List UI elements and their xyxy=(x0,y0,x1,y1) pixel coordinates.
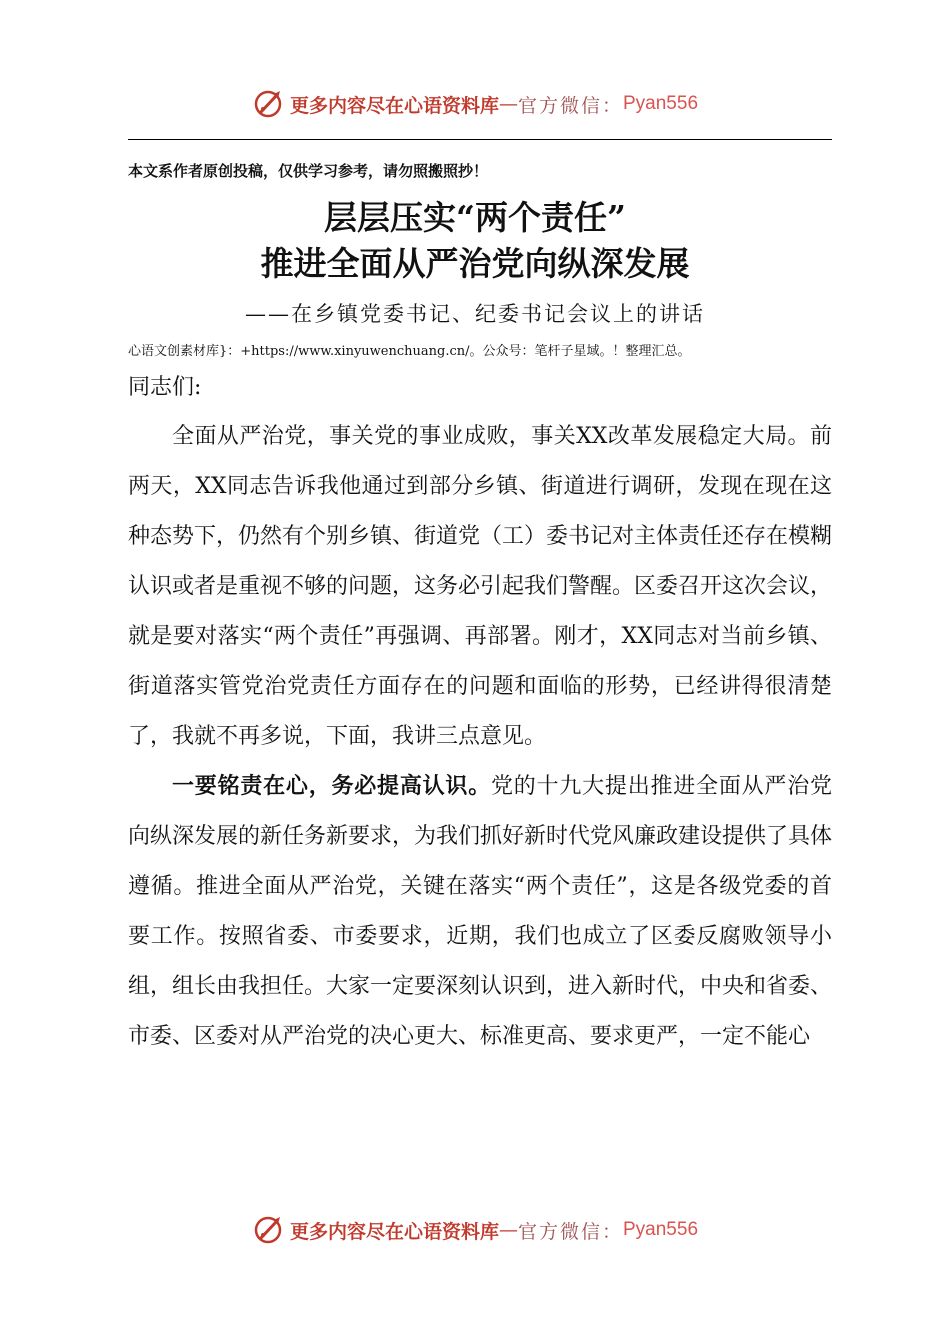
pen-logo-icon xyxy=(252,1213,286,1247)
footer-separator: — xyxy=(498,1219,518,1241)
paragraph-1: 全面从严治党，事关党的事业成败，事关XX改革发展稳定大局。前两天，XX同志告诉我他通过到部分乡镇、街道进行调研，发现在现在这种态势下，仍然有个别乡镇、街道党（工）委书记对主体责任还存在模糊认识或者是重视不够的问题，这务必引起我们警醒。区委召开这次会议，就是要对落实“两个责任”再强调、再部署。刚才，XX同志对当前乡镇、街道落实管党治党责任方面存在的问题和面临的形势，已经讲得很清楚了，我就不再多说，下面，我讲三点意见。 xyxy=(128,424,833,749)
footer-wechat-id: Pyan556 xyxy=(623,1219,699,1240)
speech-body xyxy=(128,412,832,1062)
pen-logo-icon xyxy=(252,87,286,121)
paragraph-2 xyxy=(128,762,832,1062)
subtitle: ——在乡镇党委书记、纪委书记会议上的讲话 xyxy=(245,302,705,326)
source-line: 心语文创素材库}：+https://www.xinyuwenchuang.cn/。公众号：笔杆子星域。！整理汇总。 xyxy=(128,344,691,359)
banner-brand: 更多内容尽在心语资料库 xyxy=(289,94,499,117)
header-divider xyxy=(128,139,832,140)
banner-separator: — xyxy=(498,93,518,115)
paragraph-2-text: 党的十九大提出推进全面从严治党向纵深发展的新任务新要求，为我们抓好新时代党风廉政建设提供了具体遵循。推进全面从严治党，关键在落实“两个责任”，这是各级党委的首要工作。按照省委、市委要求，近期，我们也成立了区委反腐败领导小组，组长由我担任。大家一定要深刻认识到，进入新时代，中央和省委、市委、区委对从严治党的决心更大、标准更高、要求更严，一定不能心 xyxy=(128,774,833,1049)
footer-banner xyxy=(0,1210,950,1250)
banner-wechat-id: Pyan556 xyxy=(623,93,699,114)
banner-wechat-label: 官方微信： xyxy=(517,94,623,117)
title-line-1: 层层压实“两个责任” xyxy=(324,198,626,237)
title-line-2: 推进全面从严治党向纵深发展 xyxy=(260,244,690,283)
salutation: 同志们: xyxy=(128,375,202,400)
header-banner xyxy=(0,84,950,124)
footer-wechat-label: 官方微信： xyxy=(517,1220,623,1243)
copyright-notice: 本文系作者原创投稿，仅供学习参考，请勿照搬照抄！ xyxy=(128,162,489,180)
footer-brand: 更多内容尽在心语资料库 xyxy=(289,1220,499,1243)
paragraph-2-heading: 一要铭责在心，务必提高认识。 xyxy=(172,774,491,799)
